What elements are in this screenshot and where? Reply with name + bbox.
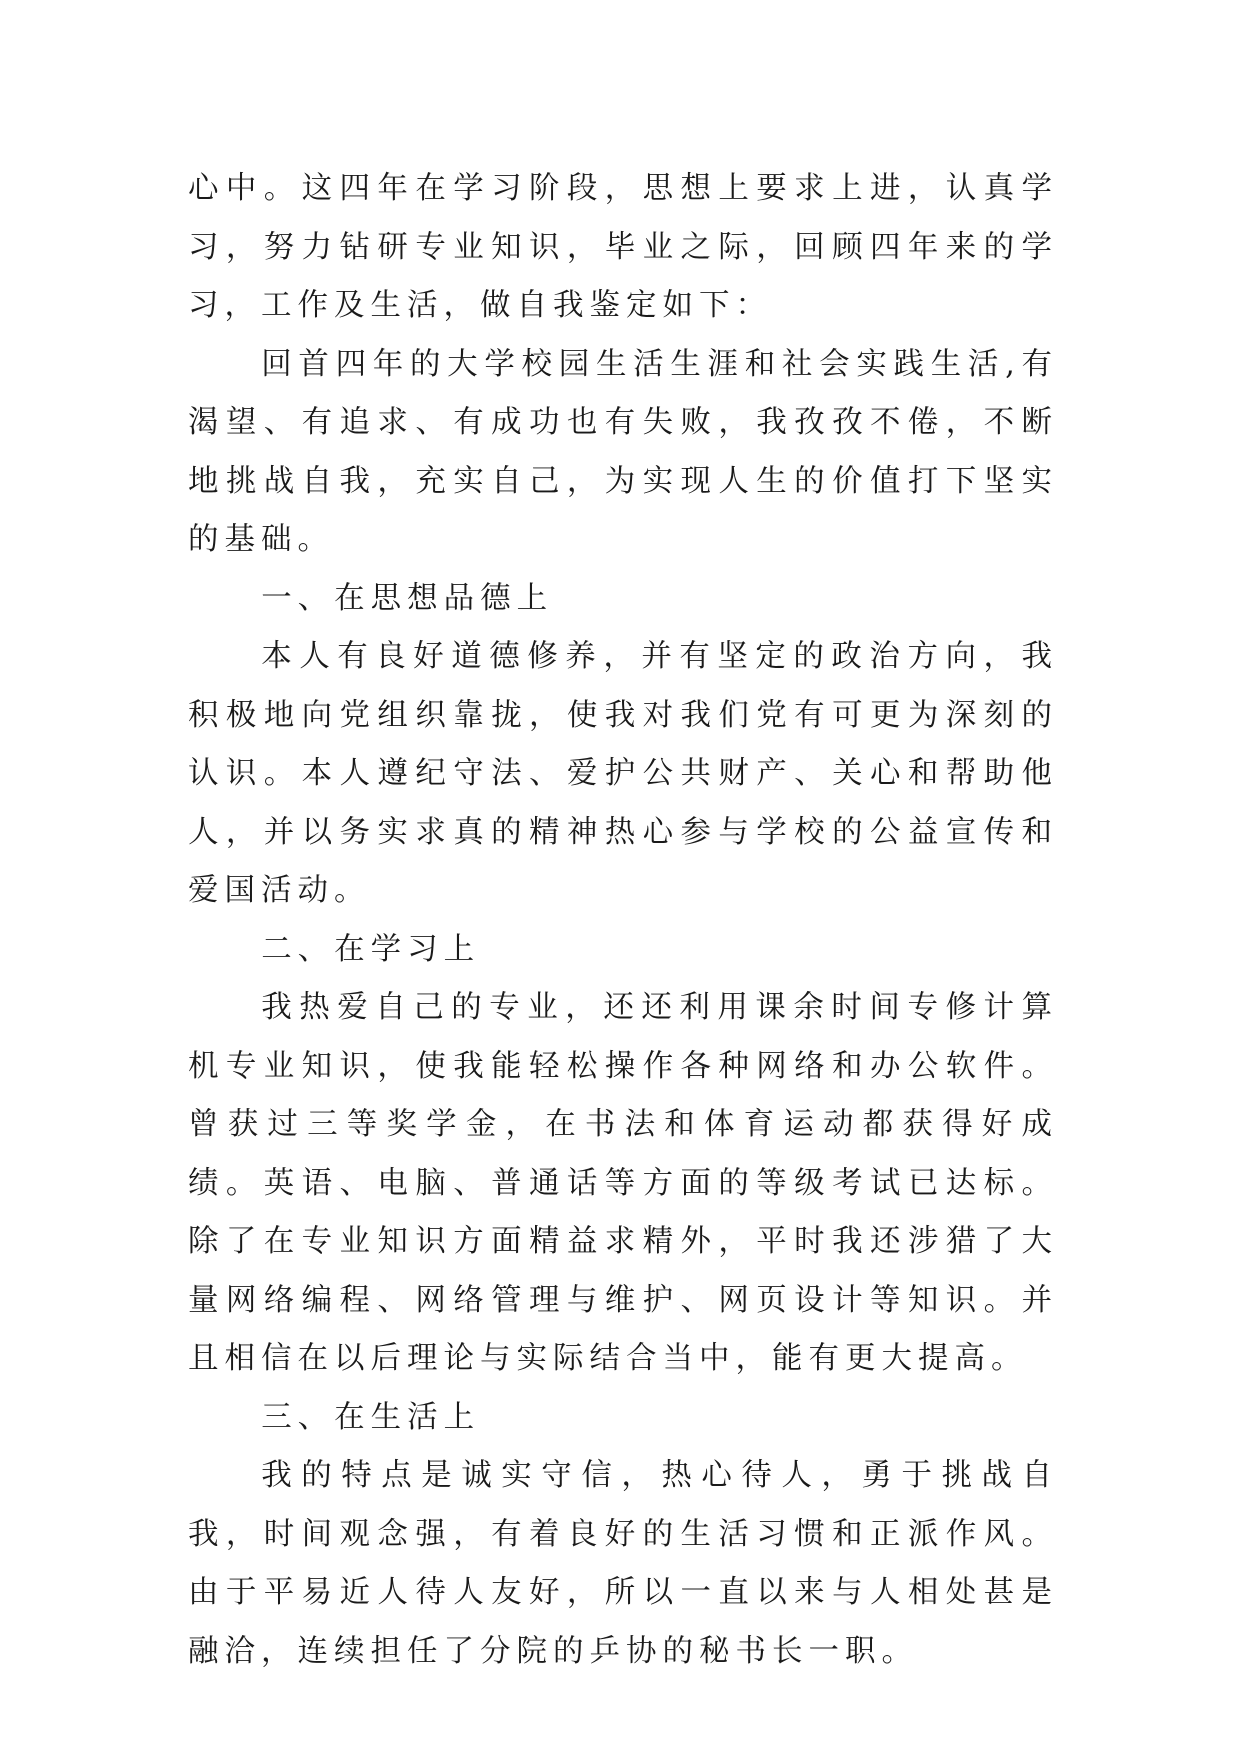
paragraph-ideology: 本人有良好道德修养，并有坚定的政治方向，我积极地向党组织靠拢，使我对我们党有可更为深刻的认识。本人遵纪守法、爱护公共财产、关心和帮助他人，并以务实求真的精神热心参与学校的公益宣传和爱国活动。 <box>188 639 1058 908</box>
section-heading-ideology: 一、在思想品德上 <box>261 580 554 616</box>
section-heading-life: 三、在生活上 <box>261 1399 481 1435</box>
paragraph-review: 回首四年的大学校园生活生涯和社会实践生活,有渴望、有追求、有成功也有失败，我孜孜不倦，不断地挑战自我，充实自己，为实现人生的价值打下坚实的基础。 <box>188 346 1058 557</box>
paragraph-intro: 心中。这四年在学习阶段，思想上要求上进，认真学习，努力钻研专业知识，毕业之际，回顾四年来的学习，工作及生活，做自我鉴定如下： <box>188 171 1058 323</box>
paragraph-life: 我的特点是诚实守信，热心待人，勇于挑战自我，时间观念强，有着良好的生活习惯和正派作风。由于平易近人待人友好，所以一直以来与人相处甚是融洽，连续担任了分院的乒协的秘书长一职。 <box>188 1458 1058 1669</box>
document-body <box>188 160 1058 1681</box>
section-heading-study: 二、在学习上 <box>261 931 481 967</box>
paragraph-study: 我热爱自己的专业，还还利用课余时间专修计算机专业知识，使我能轻松操作各种网络和办公软件。曾获过三等奖学金，在书法和体育运动都获得好成绩。英语、电脑、普通话等方面的等级考试已达标。除了在专业知识方面精益求精外，平时我还涉猎了大量网络编程、网络管理与维护、网页设计等知识。并且相信在以后理论与实际结合当中，能有更大提高。 <box>188 990 1058 1376</box>
